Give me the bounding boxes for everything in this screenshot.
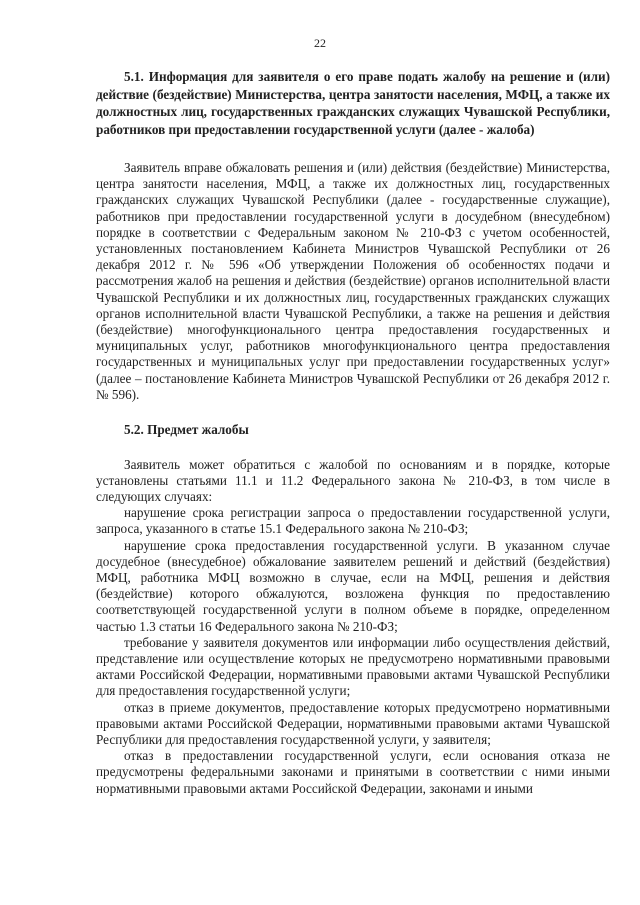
section-5-2-item-registration-deadline: нарушение срока регистрации запроса о предоставлении государственной услуги, запроса, указанного в статье 15.1 Федерального закона № 210-ФЗ;: [96, 505, 610, 537]
section-5-2-item-extra-documents: требование у заявителя документов или информации либо осуществления действий, представление или осуществление которых не предусмотрено нормативными правовыми актами Российской Федерации, нормативными правовыми актами Чувашской Республики для предоставления государственной услуги;: [96, 634, 610, 699]
page-number: 22: [314, 36, 326, 50]
section-5-1-paragraph: Заявитель вправе обжаловать решения и (или) действия (бездействие) Министерства, центра занятости населения, МФЦ, а также их должностных лиц, государственных гражданских служащих Чувашской Республики (далее - государственные служащие), работников при предоставлении государственной услуги в досудебном (внесудебном) порядке в соответствии с Федеральным законом № 210-ФЗ с учетом особенностей, установленных постановлением Кабинета Министров Чувашской Республики от 26 декабря 2012 г. № 596 «Об утверждении Положения об особенностях подачи и рассмотрения жалоб на решения и действия (бездействие) органов исполнительной власти Чувашской Республики и их должностных лиц, государственных гражданских служащих органов исполнительной власти Чувашской Республики, а также на решения и действия (бездействие) многофункционального центра предоставления государственных и муниципальных услуг, работников многофункционального центра предоставления государственных и муниципальных услуг при предоставлении государственных услуг» (далее – постановление Кабинета Министров Чувашской Республики от 26 декабря 2012 г. № 596).: [96, 160, 610, 402]
section-5-1-heading: 5.1. Информация для заявителя о его праве подать жалобу на решение и (или) действие (бездействие) Министерства, центра занятости населения, МФЦ, а также их должностных лиц, государственных гражданских служащих Чувашской Республики, работников при предоставлении государственной услуги (далее - жалоба): [96, 69, 610, 137]
section-5-2-item-service-deadline: нарушение срока предоставления государственной услуги. В указанном случае досудебное (внесудебное) обжалование заявителем решений и действий (бездействия) МФЦ, работника МФЦ возможно в случае, если на МФЦ, решения и действия (бездействие) которого обжалуются, возложена функция по предоставлению соответствующей государственной услуги в полном объеме в порядке, определенном частью 1.3 статьи 16 Федерального закона № 210-ФЗ;: [96, 537, 610, 634]
section-5-2-item-refusal-service: отказ в предоставлении государственной услуги, если основания отказа не предусмотрены федеральными законами и принятыми в соответствии с ними иными нормативными правовыми актами Российской Федерации, законами и иными: [96, 748, 610, 796]
section-5-2-heading: 5.2. Предмет жалобы: [124, 422, 249, 438]
section-5-2-item-refusal-acceptance: отказ в приеме документов, предоставление которых предусмотрено нормативными правовыми актами Российской Федерации, нормативными правовыми актами Чувашской Республики для предоставления государственной услуги, у заявителя;: [96, 699, 610, 747]
section-5-2-paragraph-intro: Заявитель может обратиться с жалобой по основаниям и в порядке, которые установлены статьями 11.1 и 11.2 Федерального закона № 210-ФЗ, в том числе в следующих случаях:: [96, 456, 610, 504]
page-content: [96, 68, 610, 797]
